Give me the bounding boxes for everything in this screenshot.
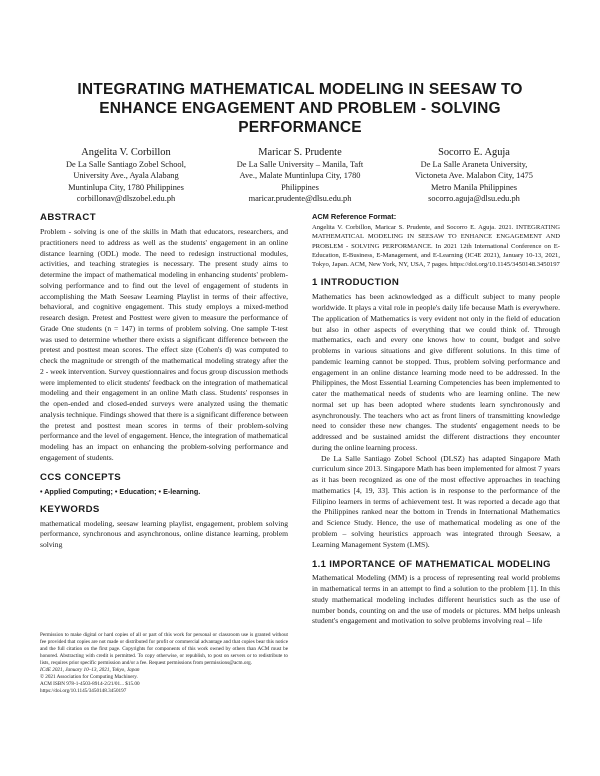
author-email: corbillonav@dlszobel.edu.ph: [76, 194, 176, 204]
copyright-holder: © 2021 Association for Computing Machinery.: [40, 674, 138, 680]
copyright-block: [40, 632, 288, 695]
reference-format-text: Angelita V. Corbillon, Maricar S. Prudente, and Socorro E. Aguja. 2021. INTEGRATING MATHEMATICAL MODELING IN SEESAW TO ENHANCE ENGAGEMENT AND PROBLEM - SOLVING PERFORMANCE. In 2021 12th International Conference on E-Education, E-Business, E-Management, and E-Learning (IC4E 2021), January 10-13, 2021, Tokyo, Japan. ACM, New York, NY, USA, 7 pages. https://doi.org/10.1145/3450148.3450197: [312, 224, 560, 269]
author-3: [388, 146, 560, 205]
author-address: Philippines: [281, 182, 319, 192]
author-affiliation: De La Salle University – Manila, Taft: [236, 160, 364, 169]
introduction-paragraph: De La Salle Santiago Zobel School (DLSZ) has adapted Singapore Math curriculum since 2013. Singapore Math has been implemented for almost 7 years as it has been recognized as one of the most effective approaches in teaching mathematics [4, 19, 33]. This action is in response to the performance of the Filipino learners in terms of achievement test. It was reported a decade ago that the Philippines ranked near the bottom in Trends in International Mathematics and Science Study. Hence, the use of mathematical modeling as one of the problem – solving heuristics approach was integrated through Seesaw, a Learning Management System (LMS).: [312, 453, 560, 549]
venue: IC4E 2021, January 10–13, 2021, Tokyo, Japan: [40, 667, 140, 673]
introduction-heading: 1 INTRODUCTION: [312, 277, 400, 289]
right-column: [312, 212, 560, 627]
author-affiliation: De La Salle Araneta University,: [420, 160, 528, 169]
author-address: University Ave., Ayala Alabang: [73, 171, 179, 181]
isbn: ACM ISBN 978-1-4503-8914-2/21/01... $15.00: [40, 681, 140, 687]
paper-title: INTEGRATING MATHEMATICAL MODELING IN SEESAW TO ENHANCE ENGAGEMENT AND PROBLEM - SOLVING PERFORMANCE: [77, 81, 523, 136]
author-address: Muntinlupa City, 1780 Philippines: [68, 182, 184, 192]
ccs-heading: CCS CONCEPTS: [40, 471, 122, 483]
ccs-concepts: • Applied Computing; • Education; • E-learning.: [40, 486, 201, 496]
abstract-heading: ABSTRACT: [40, 212, 96, 223]
permission-notice: Permission to make digital or hard copies of all or part of this work for personal or classroom use is granted without fee provided that copies are not made or distributed for profit or commercial advantage and that copies bear this notice and the full citation on the first page. Copyrights for components of this work owned by others than ACM must be honored. Abstracting with credit is permitted. To copy otherwise, or republish, to post on servers or to redistribute to lists, requires prior specific permission and/or a fee. Request permissions from permissions@acm.org.: [40, 632, 288, 666]
author-email: maricar.prudente@dlsu.edu.ph: [248, 194, 352, 204]
author-2: [214, 146, 386, 205]
subsection-paragraph: Mathematical Modeling (MM) is a process of representing real world problems in mathematical terms in an attempt to find a solution to the problem [1]. In this study mathematical modeling includes different heuristics such as the use of number bonds, counting on and the use of models or pictures. MM helps unleash student's engagement and motivation to solve problems involving real – life: [312, 573, 560, 626]
author-address: Metro Manila Philippines: [430, 182, 518, 192]
keywords-text: mathematical modeling, seesaw learning playlist, engagement, problem solving performance, synchronous and asynchronous, online distance learning, problem solving: [40, 518, 288, 549]
author-email: socorro.aguja@dlsu.edu.ph: [428, 194, 520, 204]
author-name: Angelita V. Corbillon: [81, 147, 171, 158]
author-name: Maricar S. Prudente: [258, 147, 342, 158]
author-1: [40, 146, 212, 205]
abstract-text: Problem - solving is one of the skills in Math that educators, researchers, and practitioners need to address as well as the students' engagement in an online distance learning (ODL) mode. The need to redesign instructional modules, activities, and teaching strategies is necessary. The present study aims to determine the impact of mathematical modeling in enhancing students' problem-solving performance and to find out the level of engagement of students in accomplishing the Math Seesaw Learning Playlist in terms of their affective, behavioral, and cognitive engagement. This study employs a mixed-method research design. Pretest and Posttest were given to measure the performance of Grade One students (n = 147) in terms of problem solving. One sample T-test was used to determine whether there exists a significant difference between the pretest and posttest mean scores. The effect size (Cohen's d) was computed to check the magnitude or strength of the mathematical modeling strategy after the 2 - week intervention. Survey questionnaires and focus group discussion methods were implemented to elicit students' feedback on the integration of mathematical modeling and their engagement in an online Math class. Students' responses in the open-ended and closed-ended surveys were analyzed using the thematic analysis technique. Findings showed that there is a significant difference between the pretest and posttest mean scores in terms of their problem-solving performance and the level of engagement. Hence, the integration of mathematical modeling has an impact on enhancing the problem-solving performance and engagement of students.: [40, 227, 288, 462]
doi-link[interactable]: https://doi.org/10.1145/3450148.3450197: [40, 688, 127, 694]
keywords-heading: KEYWORDS: [40, 503, 100, 515]
author-affiliation: De La Salle Santiago Zobel School,: [65, 160, 186, 169]
left-column: [40, 212, 288, 551]
author-name: Socorro E. Aguja: [438, 147, 510, 158]
introduction-paragraph: Mathematics has been acknowledged as a difficult subject to many people worldwide. It plays a vital role in people's daily life because Math is everywhere. The application of Mathematics is very evident not only in the field of education but also in other aspects of everything that we could think of. Through mathematics, each and every one knows how to count, budget and solve problems in various situations and give different solutions. In this time of pandemic learning cannot be stopped. Thus, problem solving performance and engagement in an online distance learning mode need to be addressed. In the Philippines, the Most Essential Learning Competencies has been implemented to cater the mathematical needs of students who are learning online. The new normal set up has been adopted where students learn synchronously and asynchronously. The teachers who act as front liners of transmitting knowledge need to consider these new changes. The students' engagement needs to be addressed and be sustained amidst the different distractions they encounter during the online learning process.: [312, 292, 560, 452]
author-block: [40, 146, 560, 205]
subsection-heading: 1.1 IMPORTANCE OF MATHEMATICAL MODELING: [312, 558, 551, 570]
reference-format-heading: ACM Reference Format:: [312, 212, 397, 221]
author-address: Ave., Malate Muntinlupa City, 1780: [239, 171, 361, 181]
author-address: Victoneta Ave. Malabon City, 1475: [415, 171, 533, 181]
